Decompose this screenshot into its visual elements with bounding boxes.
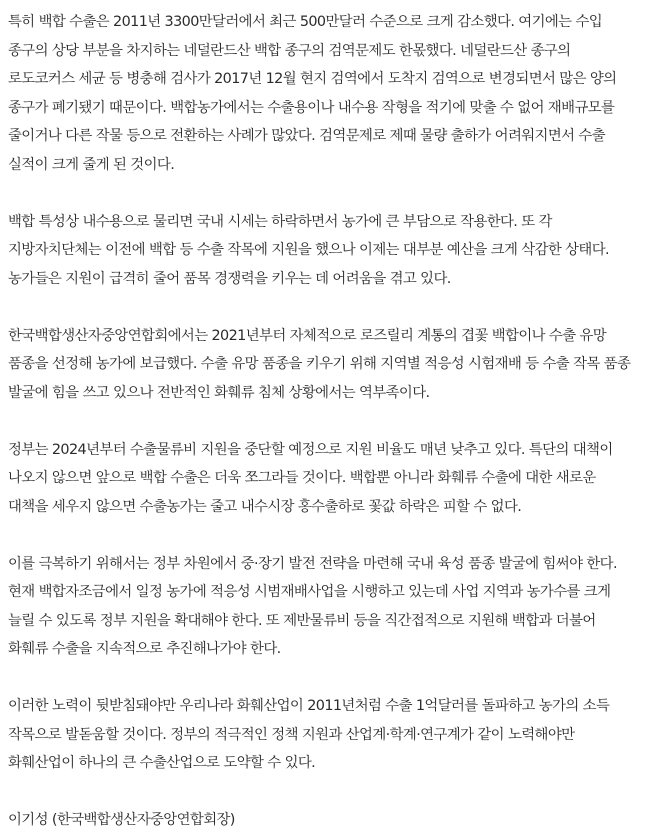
author-byline: 이기성 (한국백합생산자중앙연합회장) xyxy=(8,812,235,828)
article-paragraph-1: 특히 백합 수출은 2011년 3300만달러에서 최근 500만달러 수준으로 크게 감소했다. 여기에는 수입 종구의 상당 부분을 차지하는 네덜란드산 백합 종구의 검역문제도 한몫했다. 네덜란드산 종구의 로도코커스 세균 등 병충해 검사가 2017년 12월 현지 검역에서 도착지 검역으로 변경되면서 많은 양의 종구가 폐기됐기 때문이다. 백합농가에서는 수출용이나 내수용 작형을 적기에 맞출 수 없어 재배규모를 줄이거나 다른 작물 등으로 전환하는 사례가 많았다. 검역문제로 제때 물량 출하가 어려워지면서 수출 실적이 크게 줄게 된 것이다. xyxy=(8,14,617,173)
article-paragraph-6: 이러한 노력이 뒷받침돼야만 우리나라 화훼산업이 2011년처럼 수출 1억달러를 돌파하고 농가의 소득 작목으로 발돋움할 것이다. 정부의 적극적인 정책 지원과 산업계·학계·연구계가 같이 노력해야만 화훼산업이 하나의 큰 수출산업으로 도약할 수 있다. xyxy=(8,698,610,771)
article-paragraph-5: 이를 극복하기 위해서는 정부 차원에서 중·장기 발전 전략을 마련해 국내 육성 품종 발굴에 힘써야 한다. 현재 백합자조금에서 일정 농가에 적응성 시범재배사업을 시행하고 있는데 사업 지역과 농가수를 크게 늘릴 수 있도록 정부 지원을 확대해야 한다. 또 제반물류비 등을 직간접적으로 지원해 백합과 더불어 화훼류 수출을 지속적으로 추진해나가야 한다. xyxy=(8,555,617,657)
article-paragraph-2: 백합 특성상 내수용으로 물리면 국내 시세는 하락하면서 농가에 큰 부담으로 작용한다. 또 각 지방자치단체는 이전에 백합 등 수출 작목에 지원을 했으나 이제는 대부분 예산을 크게 삭감한 상태다. 농가들은 지원이 급격히 줄어 품목 경쟁력을 키우는 데 어려움을 겪고 있다. xyxy=(8,213,610,287)
article-paragraph-4: 정부는 2024년부터 수출물류비 지원을 중단할 예정으로 지원 비율도 매년 낮추고 있다. 특단의 대책이 나오지 않으면 앞으로 백합 수출은 더욱 쪼그라들 것이다. 백합뿐 아니라 화훼류 수출에 대한 새로운 대책을 세우지 않으면 수출농가는 줄고 내수시장 홍수출하로 꽃값 하락은 피할 수 없다. xyxy=(8,441,613,515)
article-paragraph-3: 한국백합생산자중앙연합회에서는 2021년부터 자체적으로 로즈릴리 계통의 겹꽃 백합이나 수출 유망 품종을 선정해 농가에 보급했다. 수출 유망 품종을 키우기 위해 지역별 적응성 시험재배 등 수출 작목 품종 발굴에 힘을 쓰고 있으나 전반적인 화훼류 침체 상황에서는 역부족이다. xyxy=(8,327,631,401)
